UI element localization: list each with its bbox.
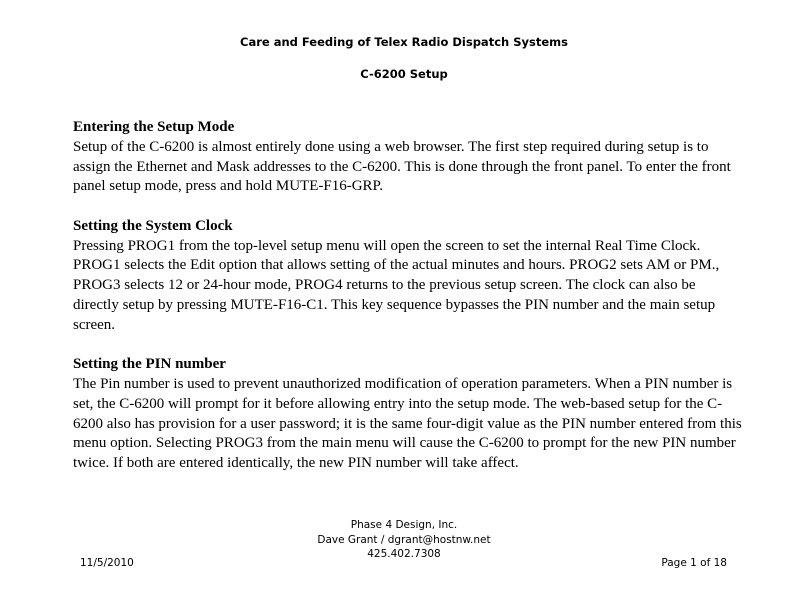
section-pin-number [73,355,743,474]
document-body [73,118,743,494]
section-system-clock [73,217,743,336]
section-heading: Entering the Setup Mode [73,119,235,135]
section-body: Pressing PROG1 from the top-level setup menu will open the screen to set the internal Real Time Clock. PROG1 selects the Edit option that allows setting of the actual minutes and hours. PROG2 sets AM or PM., PROG3 selects 12 or 24-hour mode, PROG4 returns to the previous setup screen. The clock can also be directly setup by pressing MUTE-F16-C1. This key sequence bypasses the PIN number and the main setup screen. [73,237,720,333]
document-title: Care and Feeding of Telex Radio Dispatch Systems [240,35,568,49]
section-body: Setup of the C-6200 is almost entirely done using a web browser. The first step required during setup is to assign the Ethernet and Mask addresses to the C-6200. This is done through the front panel. To enter the front panel setup mode, press and hold MUTE-F16-GRP. [73,138,731,195]
section-heading: Setting the PIN number [73,356,226,373]
document-subtitle: C-6200 Setup [360,67,448,81]
footer-company: Phase 4 Design, Inc. [350,519,458,531]
section-heading: Setting the System Clock [73,217,233,234]
footer-page-number: Page 1 of 18 [661,557,727,569]
footer-phone: 425.402.7308 [367,548,441,560]
footer-date: 11/5/2010 [80,557,134,569]
section-entering-setup-mode [73,118,743,197]
section-body: The Pin number is used to prevent unauthorized modification of operation parameters. When a PIN number is set, the C-6200 will prompt for it before allowing entry into the setup mode. The web-based setup for the C-6200 also has provision for a user password; it is the same four-digit value as the PIN number entered from this menu option. Selecting PROG3 from the main menu will cause the C-6200 to prompt for the new PIN number twice. If both are entered identically, the new PIN number will take affect. [73,375,742,472]
footer-contact: Dave Grant / dgrant@hostnw.net [317,533,491,546]
footer-contact-block [0,518,808,562]
